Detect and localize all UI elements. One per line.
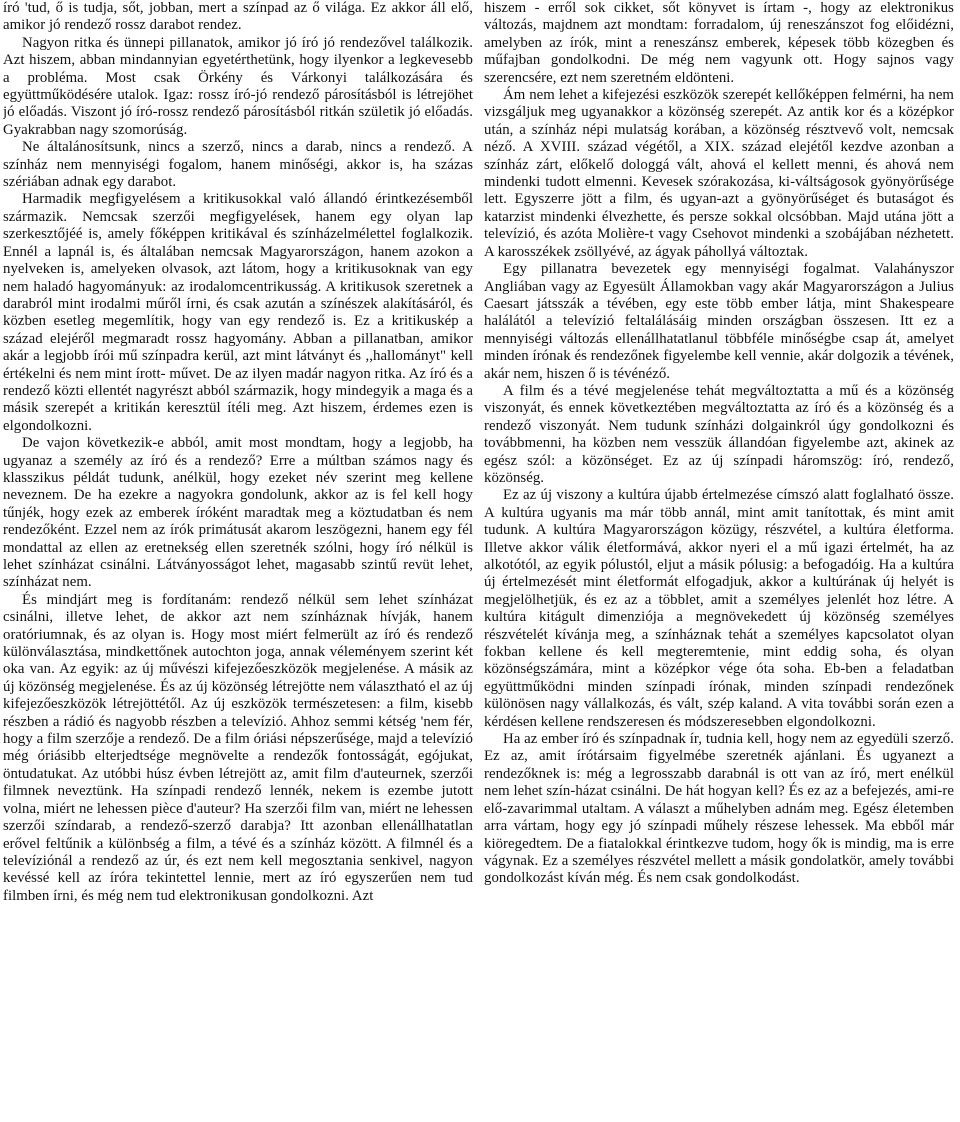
paragraph: író 'tud, ő is tudja, sőt, jobban, mert a színpad az ő világa. Ez akkor áll elő, amikor jó rendező rossz darabot rendez.	[3, 0, 473, 34]
paragraph: És mindjárt meg is fordítanám: rendező nélkül sem lehet színházat csinálni, illetve lehet, de akkor azt nem színháznak hívják, hanem oratóriumnak, és az olyan is. Hogy most miért felmerült az író és rendező különválasztása, mindkettőnek autochton joga, annak véleményem szerint két oka van. Az egyik: az új művészi kifejezőeszközök megjelenése. A másik az új közönség megjelenése. És az új közönség létrejötte nem választható el az új kifejezőeszközök létrejöttétől. Az új eszközök természetesen: a film, kisebb részben a rádió és nagyobb részben a televízió. Ahhoz semmi kétség 'nem fér, hogy a film szerzője a rendező. De a film óriási népszerűsége, majd a televízió még óriásibb elterjedtsége megnövelte a rendezők fontosságát, egójukat, öntudatukat. Az utóbbi húsz évben létrejött az, amit film d'auteurnek, szerzői filmnek neveztünk. Ha színpadi rendező lennék, nekem is ezembe jutott volna, miért ne lehessen pièce d'auteur? Ha szerzői film van, miért ne lehessen szerzői színdarab, a rendező-szerző darabja? Itt azonban ellenállhatatlan erővel feltűnik a különbség a film, a tévé és a színház között. A filmnél és a televíziónál a rendező az úr, és ezt nem kell megosztania senkivel, nagyon kevéssé kell az íróra tekintettel lennie, mert az író egyszerűen nem tud filmben írni, és még nem tud elektronikusan gondolkozni. Azt	[3, 591, 473, 904]
paragraph: Ha az ember író és színpadnak ír, tudnia kell, hogy nem az egyedüli szerző. Ez az, amit írótársaim figyelmébe szeretnék ajánlani. És ugyanezt a rendezőknek is: még a legrosszabb darabnál is ott van az író, mert enélkül nem lehet szín-házat csinálni. De hát hogyan kell? És ez az a befejezés, ami-re elő-zavarimmal utaltam. A választ a műhelyben adnám meg. Egész életemben arra vártam, hogy egy jó színpadi műhely részese lehessek. Ma ebből már kiöregedtem. De a fiatalokkal érintkezve tudom, hogy ők is mindig, ma is erre vágynak. Ez a személyes részvétel mellett a másik gondolatkör, amely további gondolkozást kíván még. És nem csak gondolkodást.	[484, 731, 954, 887]
paragraph: A film és a tévé megjelenése tehát megváltoztatta a mű és a közönség viszonyát, és ennek következtében megváltoztatta az író és a közönség és a rendező viszonyát. Nem tudunk színházi dolgainkról úgy gondolkozni és továbbmenni, ha közben nem vesszük állandóan figyelembe azt, akinek az egész szól: a közönséget. Ez az új színpadi háromszög: író, rendező, közönség.	[484, 382, 954, 486]
right-column	[484, 0, 954, 1122]
paragraph: De vajon következik-e abból, amit most mondtam, hogy a legjobb, ha ugyanaz a személy az író és a rendező? Erre a múltban számos nagy és klasszikus példát tudunk, anélkül, hogy ezeket név szerint meg kellene neveznem. De ha ezekre a nagyokra gondolunk, akkor az is fel kell hogy tűnjék, hogy ezek az emberek íróként maradtak meg a köztudatban és nem rendezőként. Ezzel nem az írók primátusát akarom leszögezni, hanem egy fél mondattal az ellen az eretnekség ellen szeretnék szólni, hogy író nélkül is lehet színházat csinálni. Látványosságot lehet, magasabb szintű revüt lehet, színházat nem.	[3, 435, 473, 591]
left-column	[3, 0, 473, 1122]
paragraph: Harmadik megfigyelésem a kritikusokkal való állandó érintkezésemből származik. Nemcsak szerzői megfigyelések, hanem egy olyan lap szerkesztőjéé is, amely főképpen kritikával és színházelmélettel foglalkozik. Ennél a lapnál is, és általában nemcsak Magyarországon, hanem azokon a nyelveken is, amelyeken olvasok, azt látom, hogy a kritikusoknak van egy nem haladó hagyományuk: az irodalomcentrikusság. A kritikusok szeretnek a darabról mint irodalmi műről írni, és csak azután a színészek alakításáról, és közben esetleg megemlítik, hogy van egy rendező is. Ez a kritikuskép a század elejéről megmaradt rossz hagyomány. Abban a pillanatban, amikor akár a legjobb írói mű színpadra kerül, azt mint látványt és ,,hallományt" kell értékelni és nem mint írott- művet. De az ilyen madár nagyon ritka. Az író és a rendező közti ellentét nagyrészt abból származik, hogy mindegyik a maga és a másik szerepét a kritikán keresztül ítéli meg. Azt hiszem, érdemes ezen is elgondolkozni.	[3, 191, 473, 434]
paragraph: Nagyon ritka és ünnepi pillanatok, amikor jó író jó rendezővel találkozik. Azt hiszem, abban mindannyian egyetérthetünk, hogy ilyenkor a legkevesebb a probléma. Most csak Örkény és Várkonyi találkozására és együttműködésére utalok. Igaz: rossz író-jó rendező párosításból is létrejöhet jó előadás. Viszont jó író-rossz rendező párosításból ritkán születik jó előadás. Gyakrabban nagy szomorúság.	[3, 34, 473, 138]
paragraph: Egy pillanatra bevezetek egy mennyiségi fogalmat. Valahányszor Angliában vagy az Egyesült Államokban vagy akár Magyarországon a Julius Caesart játsszák a tévében, egy este több ember látja, mint Shakespeare halálától a televízió feltalálásáig minden országban összesen. Itt ez a mennyiségi változás ellenállhatatlanul többféle minőségbe csap át, amelyet minden írónak és rendezőnek figyelembe kell vennie, akár dolgozik a tévének, akár nem, hiszen ő is tévénéző.	[484, 261, 954, 382]
paragraph: hiszem - erről sok cikket, sőt könyvet is írtam -, hogy az elektronikus változás, majdnem azt mondtam: forradalom, új reneszánszot fog előidézni, amelyben az írók, mint a reneszánsz emberek, képesek több közegben és műfajban gondolkodni. De még nem vagyunk ott. Hogy sajnos vagy szerencsére, ezt nem szeretném eldönteni.	[484, 0, 954, 86]
paragraph: Ez az új viszony a kultúra újabb értelmezése címszó alatt foglalható össze. A kultúra ugyanis ma már több annál, mint amit tanítottak, és mint amit tudunk. A kultúra Magyarországon közügy, részvétel, a kultúra életforma. Illetve akkor válik életformává, akkor nyeri el a mű igazi értelmét, ha az alkotótól, az egyik pólustól, eljut a másik pólusig: a befogadóig. Ha a kultúra új értelmezését mint életformát elfogadjuk, akkor a kultúrának új helyét is megjelölhetjük, és ez az a többlet, amit a személyes jelenlét hoz létre. A kultúra kitágult dimenziója a megnövekedett új közönség személyes részvételét kívánja meg, a színháznak tehát a személyes kapcsolatot olyan fokban kellene és kell megteremtenie, mint eddig soha, és olyan közönségszámára, mint a középkor vége óta soha. Eb-ben a feladatban együttműködni minden színpadi írónak, minden színpadi rendezőnek különösen nagy vállalkozás, és vált, szép kaland. A vita további során ezen a kérdésen kellene rendszeresen és módszeresebben elgondolkozni.	[484, 487, 954, 730]
paragraph: Ne általánosítsunk, nincs a szerző, nincs a darab, nincs a rendező. A színház nem mennyiségi fogalom, hanem minőségi, akkor is, ha százas szériában adnak egy darabot.	[3, 139, 473, 191]
paragraph: Ám nem lehet a kifejezési eszközök szerepét kellőképpen felmérni, ha nem vizsgáljuk meg ugyanakkor a közönség szerepét. Az antik kor és a középkor után, a színház népi mulatság korában, a közönség résztvevő volt, nemcsak néző. A XVIII. század végétől, a XIX. század elejétől kezdve azonban a színház zárt, előkelő dologgá vált, ahová el kellett menni, és ahová nem mindenki tudott elmenni. Kevesek szórakozása, ki-váltságosok gyönyörűsége lett. Egyszerre jött a film, és ugyan-azt a gyönyörűséget és butaságot és katarzist mindenki élvezhette, és persze sokkal olcsóbban. Majd utána jött a televízió, és azóta Molière-t vagy Csehovot mindenki a szobájában nézhetett. A karosszékek zsöllyévé, az ágyak páhollyá változtak.	[484, 87, 954, 260]
